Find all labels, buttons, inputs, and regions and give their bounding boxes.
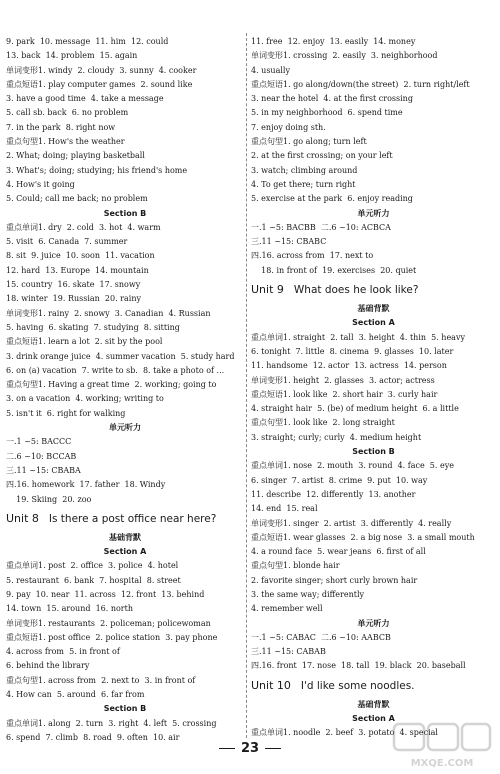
section-heading: 单元听力 [357, 208, 390, 218]
section-heading: Section B [103, 208, 147, 218]
answer-line: 8. sit 9. juice 10. soon 11. vacation [6, 251, 155, 261]
section-heading: Section B [352, 447, 395, 457]
answer-line: 重点单词1. dry 2. cold 3. hot 4. warm [6, 222, 161, 232]
answer-line: 一.1 ~5: CABAC 二.6 ~10: AABCB [251, 632, 391, 642]
answer-line: 重点句型1. blonde hair [251, 561, 340, 571]
answer-line: 单词变形1. singer 2. artist 3. differently 4. really [251, 518, 452, 528]
answer-line: 5. Could; call me back; no problem [6, 194, 148, 204]
answer-line: 重点句型1. across from 2. next to 3. in front of [6, 675, 196, 685]
answer-line: 5. exercise at the park 6. enjoy reading [251, 194, 413, 204]
answer-line: 5. in my neighborhood 6. spend time [251, 108, 403, 118]
answer-line: 5. restaurant 6. bank 7. hospital 8. street [6, 575, 181, 585]
answer-line: 4. usually [251, 65, 290, 75]
page-number: 23 [240, 741, 260, 756]
answer-line: 6. behind the library [6, 661, 90, 671]
section-heading: Section A [103, 547, 147, 557]
answer-line: 9. pay 10. near 11. across 12. front 13. behind [6, 589, 205, 599]
section-heading: 单元听力 [109, 423, 141, 433]
answer-line: 11. describe 12. differently 13. another [251, 489, 416, 499]
answer-line: 重点句型1. look like 2. long straight [251, 418, 395, 428]
answer-line: 7. enjoy doing sth. [251, 122, 326, 132]
answer-line: 三.11 ~15: CABAB [251, 647, 326, 657]
answer-line: 14. town 15. around 16. north [6, 604, 133, 614]
answer-line: 3. near the hotel 4. at the first crossing [251, 94, 413, 104]
answer-line: 四.16. front 17. nose 18. tall 19. black 20. baseball [251, 661, 466, 671]
answer-line: 单词变形1. crossing 2. easily 3. neighborhood [251, 51, 438, 61]
left-column [6, 35, 244, 745]
answer-line: 4. across from 5. in front of [6, 647, 120, 657]
answer-line: 4. How can 5. around 6. far from [6, 690, 145, 700]
answer-line: 三.11 ~15: CBABC [251, 237, 327, 247]
answer-line: 15. country 16. skate 17. snowy [6, 280, 141, 290]
answer-line: 4. To get there; turn right [251, 179, 356, 189]
unit-heading [251, 278, 496, 302]
answer-line: 4. straight hair 5. (be) of medium height 6. a little [251, 404, 459, 414]
answer-line: 3. have a good time 4. take a message [6, 94, 164, 104]
section-heading: 基础背默 [357, 304, 390, 314]
answer-line: 5. having 6. skating 7. studying 8. sitting [6, 322, 180, 332]
section-heading: Section A [352, 318, 395, 328]
svg-text:MXQE.COM: MXQE.COM [410, 758, 474, 769]
answer-line: 重点短语1. learn a lot 2. sit by the pool [6, 337, 163, 347]
answer-line: 重点单词1. post 2. office 3. police 4. hotel [6, 561, 179, 571]
unit-title: What does he look like? [293, 284, 419, 297]
answer-line: 3. straight; curly; curly 4. medium height [251, 432, 422, 442]
unit-heading [6, 507, 244, 531]
answer-line: 3. watch; climbing around [251, 165, 358, 175]
answer-line: 单词变形1. restaurants 2. policeman; policewoman [6, 618, 211, 628]
answer-line: 19. Skiing 20. zoo [6, 494, 92, 504]
unit-number: Unit 10 [251, 678, 291, 692]
answer-line: 4. How's it going [6, 179, 75, 189]
answer-line: 重点短语1. look like 2. short hair 3. curly hair [251, 389, 438, 399]
section-heading: 基础背默 [357, 699, 390, 709]
answer-line: 一.1 ~5: BACBB 二.6 ~10: ACBCA [251, 222, 391, 232]
answer-line: 四.16. homework 17. father 18. Windy [6, 480, 166, 490]
answer-line: 13. back 14. problem 15. again [6, 51, 138, 61]
answer-line: 11. free 12. enjoy 13. easily 14. money [251, 37, 416, 46]
answer-line: 重点单词1. nose 2. mouth 3. round 4. face 5. eye [251, 461, 454, 471]
answer-line: 重点短语1. wear glasses 2. a big nose 3. a small mouth [251, 532, 475, 542]
answer-line: 14. end 15. real [251, 504, 318, 514]
answer-line: 3. the same way; differently [251, 589, 365, 599]
right-column [251, 35, 496, 741]
answer-line: 重点短语1. go along/down(the street) 2. turn right/left [251, 79, 470, 89]
answer-line: 18. in front of 19. exercises 20. quiet [251, 265, 417, 275]
answer-line: 重点句型1. go along; turn left [251, 137, 367, 147]
answer-line: 三.11 ~15: CBABA [6, 465, 81, 475]
answer-line: 5. call sb. back 6. no problem [6, 108, 129, 118]
answer-line: 5. visit 6. Canada 7. summer [6, 237, 128, 247]
answer-line: 9. park 10. message 11. him 12. could [6, 37, 169, 46]
answer-line: 6. singer 7. artist 8. crime 9. put 10. way [251, 475, 428, 485]
answer-line: 7. in the park 8. right now [6, 122, 116, 132]
section-heading: 单元听力 [357, 618, 390, 628]
answer-line: 重点短语1. post office 2. police station 3. pay phone [6, 632, 218, 642]
answer-line: 2. favorite singer; short curly brown hair [251, 575, 418, 585]
answer-line: 单词变形1. windy 2. cloudy 3. sunny 4. cooker [6, 65, 197, 75]
section-heading: 基础背默 [109, 532, 141, 542]
unit-number: Unit 9 [251, 283, 284, 297]
answer-line: 重点句型1. How's the weather [6, 137, 125, 147]
answer-line: 4. remember well [251, 604, 323, 614]
unit-heading [251, 674, 496, 698]
answer-line: 3. on a vacation 4. working; writing to [6, 394, 164, 404]
section-heading: Section A [352, 714, 395, 724]
answer-line: 2. at the first crossing; on your left [251, 151, 393, 161]
unit-number: Unit 8 [6, 511, 39, 525]
answer-line: 18. winter 19. Russian 20. rainy [6, 294, 141, 304]
answer-line: 重点句型1. Having a great time 2. working; going to [6, 380, 217, 390]
column-divider [246, 33, 247, 738]
answer-line: 6. on (a) vacation 7. write to sb. 8. take a photo of ... [6, 365, 225, 375]
answer-line: 重点单词1. noodle 2. beef 3. potato 4. special [251, 728, 438, 738]
answer-line: 4. a round face 5. wear jeans 6. first of all [251, 547, 426, 557]
watermark-logo [392, 720, 492, 770]
answer-line: 6. spend 7. climb 8. road 9. often 10. air [6, 732, 180, 742]
answer-line: 单词变形1. rainy 2. snowy 3. Canadian 4. Russian [6, 308, 211, 318]
answer-line: 5. isn't it 6. right for walking [6, 408, 126, 418]
answer-line: 12. hard 13. Europe 14. mountain [6, 265, 149, 275]
unit-title: I'd like some noodles. [300, 679, 415, 692]
answer-line: 11. handsome 12. actor 13. actress 14. person [251, 361, 447, 371]
unit-title: Is there a post office near here? [48, 512, 217, 525]
answer-line: 重点单词1. straight 2. tall 3. height 4. thin 5. heavy [251, 332, 465, 342]
answer-line: 四.16. across from 17. next to [251, 251, 374, 261]
answer-line: 单词变形1. height 2. glasses 3. actor; actress [251, 375, 435, 385]
answer-line: 3. drink orange juice 4. summer vacation 5. study hard [6, 351, 235, 361]
answer-line: 一.1 ~5: BACCC [6, 437, 72, 447]
answer-line: 6. tonight 7. little 8. cinema 9. glasses 10. later [251, 346, 454, 356]
answer-line: 2. What; doing; playing basketball [6, 151, 145, 161]
answer-line: 重点单词1. along 2. turn 3. right 4. left 5. crossing [6, 718, 217, 728]
answer-line: 3. What's; doing; studying; his friend's home [6, 165, 188, 175]
answer-line: 二.6 ~10: BCCAB [6, 451, 77, 461]
section-heading: Section B [103, 704, 147, 714]
answer-line: 重点短语1. play computer games 2. sound like [6, 79, 193, 89]
